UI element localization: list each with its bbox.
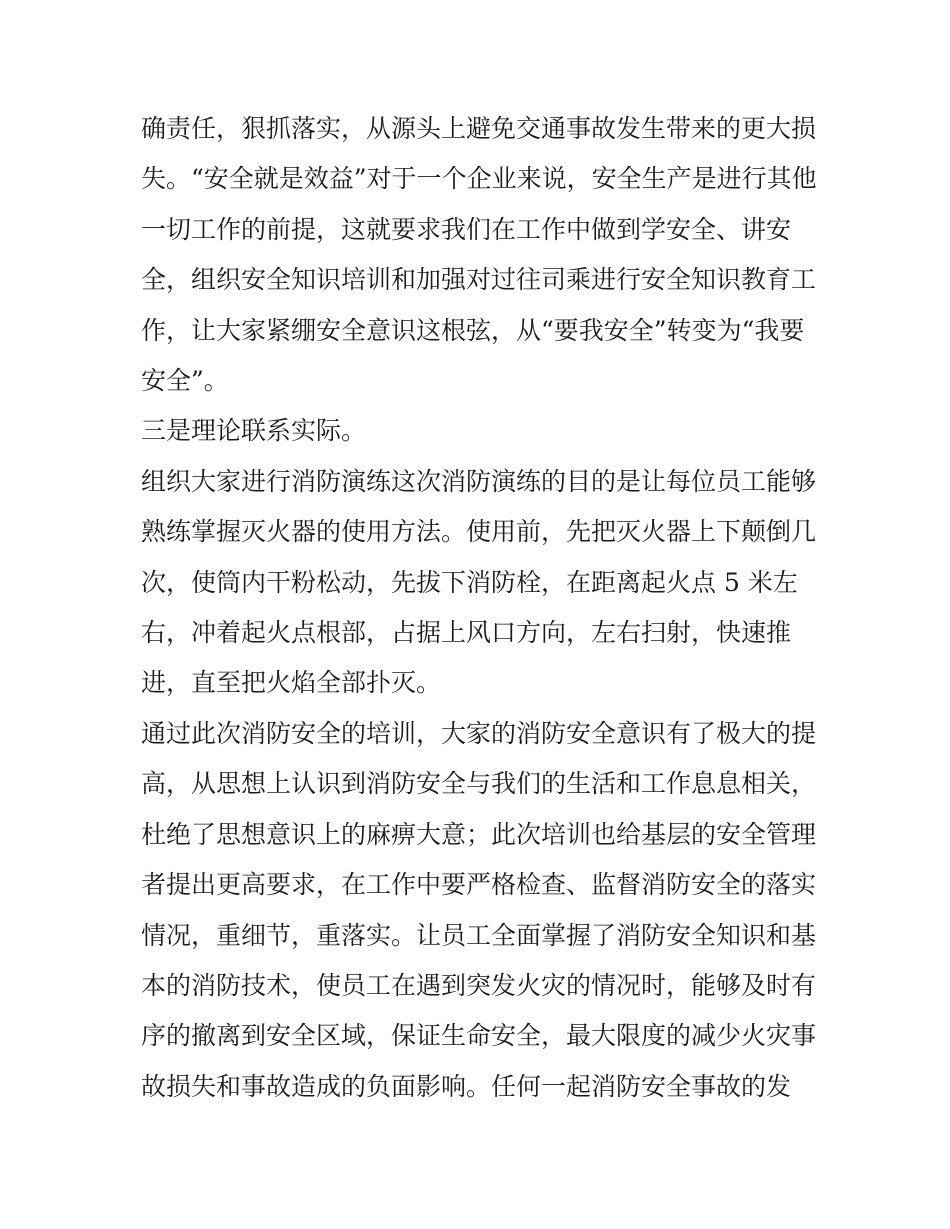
paragraph-theory-practice-heading: 三是理论联系实际。 [141,416,367,446]
paragraph-traffic-safety: 确责任，狠抓落实，从源头上避免交通事故发生带来的更大损失。“安全就是效益”对于一个企业来说，安全生产是进行其他一切工作的前提，这就要求我们在工作中做到学安全、讲安全，组织安全知识培训和加强对过往司乘进行安全知识教育工作，让大家紧绷安全意识这根弦，从“要我安全”转变为“我要安全”。 [141,114,817,396]
paragraph-fire-drill: 组织大家进行消防演练这次消防演练的目的是让每位员工能够熟练掌握灭火器的使用方法。使用前，先把灭火器上下颠倒几次，使筒内干粉松动，先拔下消防栓，在距离起火点 5 米左右，冲着起火点根部，占据上风口方向，左右扫射，快速推进，直至把火焰全部扑灭。 [141,466,817,698]
paragraph-training-results: 通过此次消防安全的培训，大家的消防安全意识有了极大的提高，从思想上认识到消防安全与我们的生活和工作息息相关，杜绝了思想意识上的麻痹大意；此次培训也给基层的安全管理者提出更高要求，在工作中要严格检查、监督消防安全的落实情况，重细节，重落实。让员工全面掌握了消防安全知识和基本的消防技术，使员工在遇到突发火灾的情况时，能够及时有序的撤离到安全区域，保证生命安全，最大限度的减少火灾事故损失和事故造成的负面影响。任何一起消防安全事故的发 [141,718,817,1101]
document-body [141,104,821,1112]
